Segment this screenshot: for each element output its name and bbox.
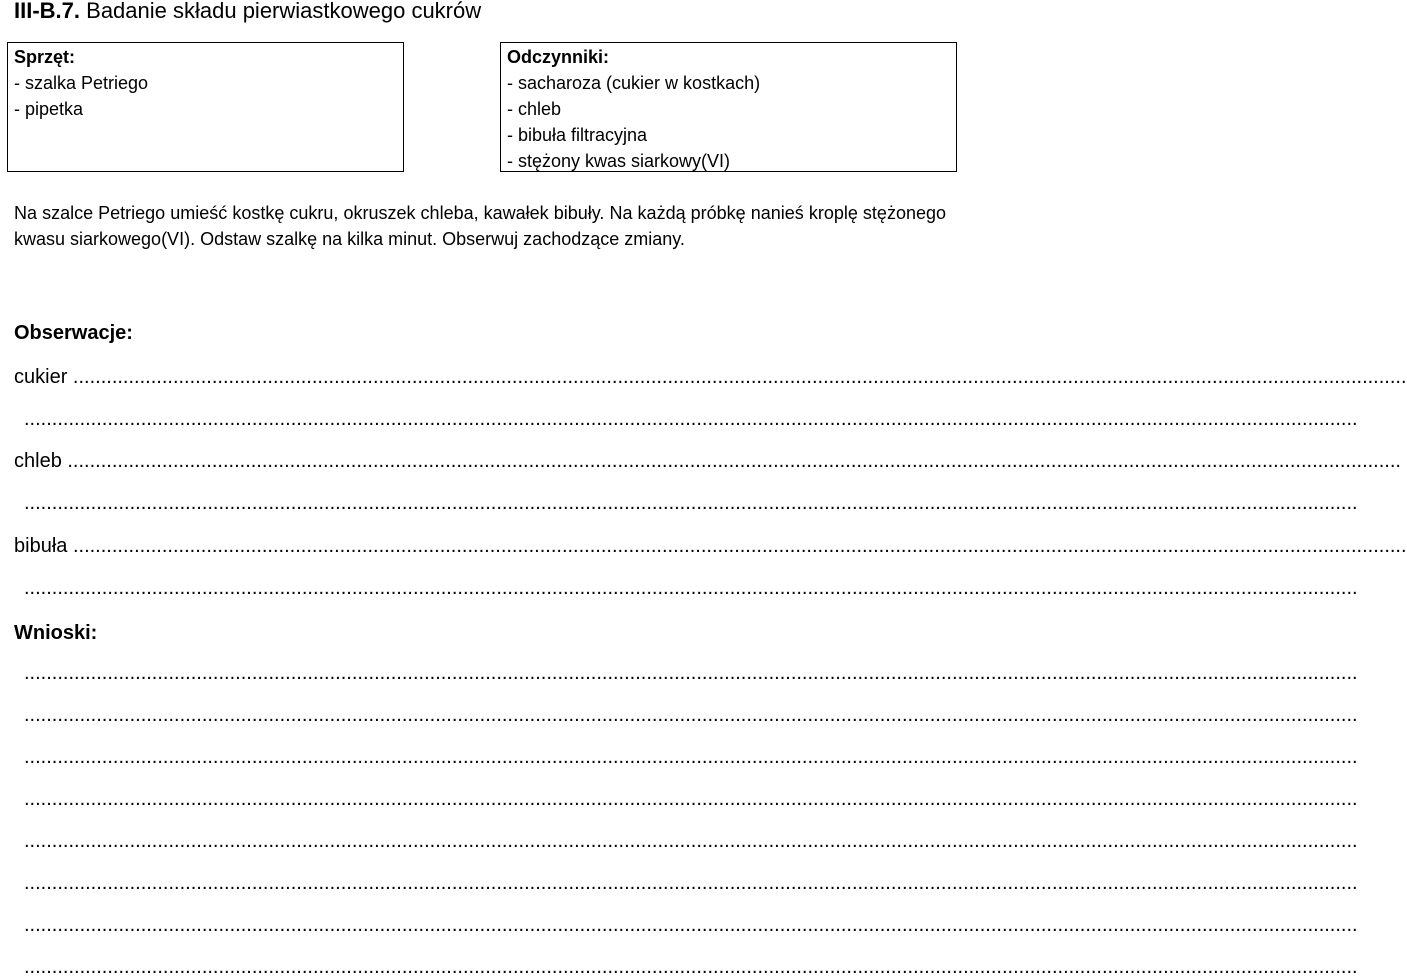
answer-dots: ................................................................................................................................................................................................................................................ (72, 535, 1407, 557)
answer-line[interactable]: ................................................................................................................................................................................................................................................ (24, 830, 1358, 852)
answer-line[interactable]: ................................................................................................................................................................................................................................................ (24, 492, 1358, 514)
answer-dots: ................................................................................................................................................................................................................................................ (67, 450, 1401, 472)
observation-bread-line[interactable] (14, 448, 1401, 474)
instructions-paragraph: Na szalce Petriego umieść kostkę cukru, okruszek chleba, kawałek bibuły. Na każdą próbkę nanieś kroplę stężonego kwasu siarkowego(VI). Odstaw szalkę na kilka minut. Obserwuj zachodzące zmiany. (14, 203, 946, 249)
reagent-item: - bibuła filtracyjna (507, 125, 648, 145)
answer-line[interactable]: ................................................................................................................................................................................................................................................ (24, 746, 1358, 768)
answer-dots: ................................................................................................................................................................................................................................................ (72, 366, 1407, 388)
observations-heading: Obserwacje: (14, 322, 133, 344)
answer-line[interactable]: ................................................................................................................................................................................................................................................ (24, 577, 1358, 599)
answer-line[interactable]: ................................................................................................................................................................................................................................................ (24, 788, 1358, 810)
answer-line[interactable]: ................................................................................................................................................................................................................................................ (24, 662, 1358, 684)
reagents-box (500, 42, 957, 172)
equipment-item: - szalka Petriego (14, 73, 149, 93)
worksheet-title (14, 0, 481, 24)
observation-sugar-label: cukier (14, 366, 68, 388)
equipment-item: - pipetka (14, 99, 84, 119)
equipment-box (7, 42, 404, 172)
observation-paper-line[interactable] (14, 533, 1407, 559)
answer-line[interactable]: ................................................................................................................................................................................................................................................ (24, 956, 1358, 978)
conclusions-heading: Wnioski: (14, 622, 98, 644)
observation-paper-label: bibuła (14, 535, 68, 557)
reagent-item: - sacharoza (cukier w kostkach) (507, 73, 761, 93)
reagent-item: - stężony kwas siarkowy(VI) (507, 151, 731, 171)
reagent-item: - chleb (507, 99, 562, 119)
equipment-heading: Sprzęt: (14, 47, 76, 67)
answer-line[interactable]: ................................................................................................................................................................................................................................................ (24, 704, 1358, 726)
answer-line[interactable]: ................................................................................................................................................................................................................................................ (24, 872, 1358, 894)
observation-bread-label: chleb (14, 450, 62, 472)
exercise-title: Badanie składu pierwiastkowego cukrów (86, 0, 482, 23)
answer-line[interactable]: ................................................................................................................................................................................................................................................ (24, 408, 1358, 430)
exercise-code: III-B.7. (14, 0, 81, 23)
observation-sugar-line[interactable] (14, 364, 1407, 390)
reagents-heading: Odczynniki: (507, 47, 610, 67)
answer-line[interactable]: ................................................................................................................................................................................................................................................ (24, 914, 1358, 936)
